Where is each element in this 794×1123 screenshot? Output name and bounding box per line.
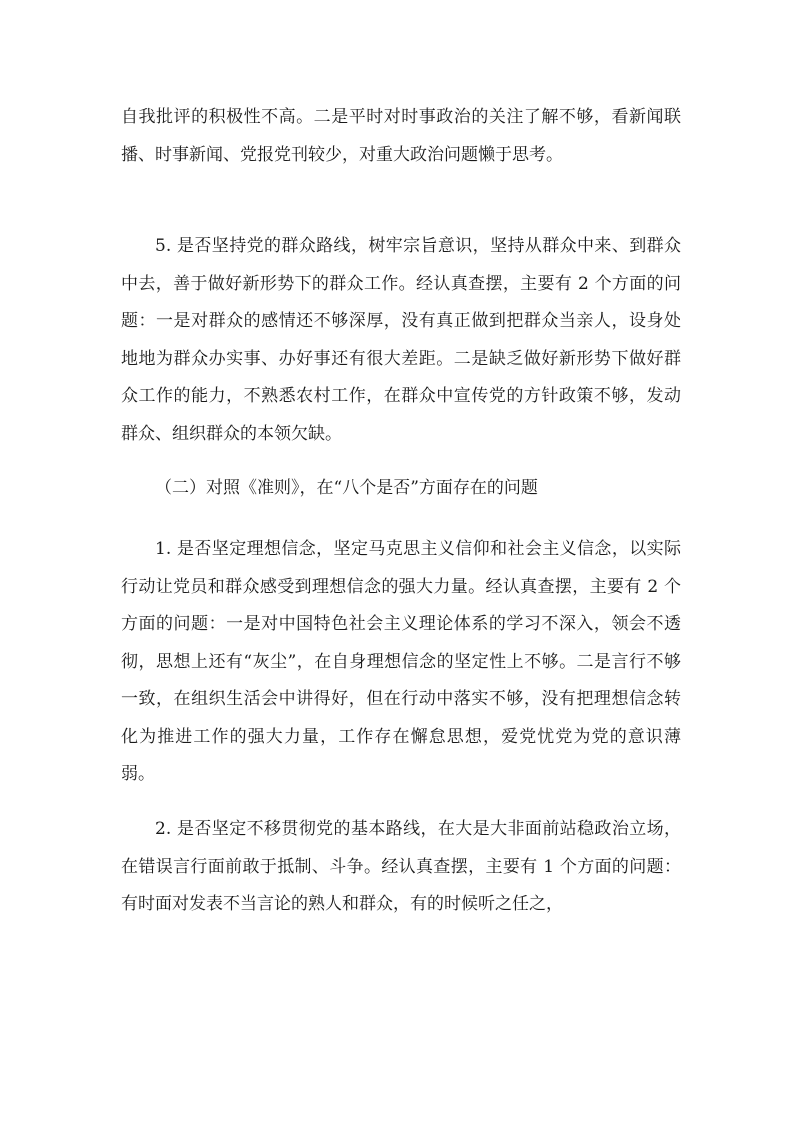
section-heading-eight-whethers: （二）对照《准则》，在“八个是否”方面存在的问题 xyxy=(155,478,538,498)
paragraph-item-2-basic-line: 2. 是否坚定不移贯彻党的基本路线，在大是大非面前站稳政治立场，在错误言行面前敢于抵制、斗争。经认真查摆，主要有 1 个方面的问题：有时面对发表不当言论的熟人和群众，有的时候听之任之， xyxy=(121,819,681,914)
paragraph-item-5-mass-line: 5. 是否坚持党的群众路线，树牢宗旨意识，坚持从群众中来、到群众中去，善于做好新形势下的群众工作。经认真查摆，主要有 2 个方面的问题：一是对群众的感情还不够深厚，没有真正做到把群众当亲人，设身处地地为群众办实事、办好事还有很大差距。二是缺乏做好新形势下做好群众工作的能力，不熟悉农村工作，在群众中宣传党的方针政策不够，发动群众、组织群众的本领欠缺。 xyxy=(121,236,681,444)
paragraph-item-1-ideals-beliefs: 1. 是否坚定理想信念，坚定马克思主义信仰和社会主义信念，以实际行动让党员和群众感受到理想信念的强大力量。经认真查摆，主要有 2 个方面的问题：一是对中国特色社会主义理论体系的学习不深入，领会不透彻，思想上还有“灰尘”，在自身理想信念的坚定性上不够。二是言行不够一致，在组织生活会中讲得好，但在行动中落实不够，没有把理想信念转化为推进工作的强大力量，工作存在懈怠思想，爱党忧党为党的意识薄弱。 xyxy=(121,539,681,784)
paragraph-self-criticism-continuation: 自我批评的积极性不高。二是平时对时事政治的关注了解不够，看新闻联播、时事新闻、党报党刊较少，对重大政治问题懒于思考。 xyxy=(121,107,681,165)
